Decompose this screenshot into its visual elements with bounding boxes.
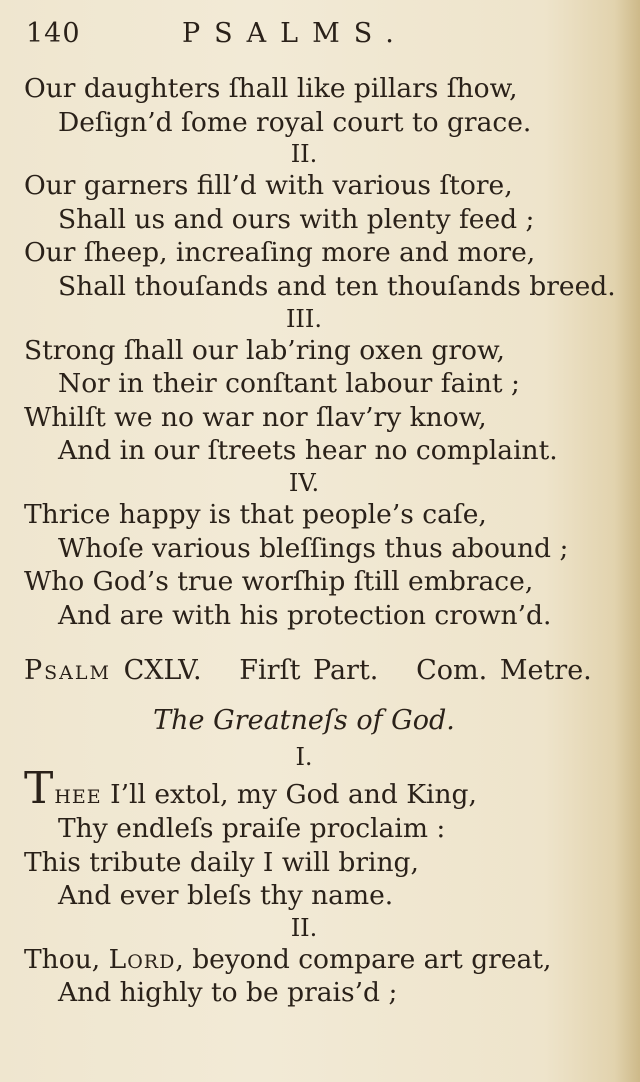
verse-line: Shall us and ours with plenty feed ; [58,203,535,235]
verse-line: And in our ſtreets hear no complaint. [58,435,558,467]
stanza-number: II. [290,913,318,942]
verse-line: And ever bleſs thy name. [58,880,394,912]
page-header [26,14,626,54]
verse-line: And are with his protection crown’d. [58,599,552,631]
psalm145-stanza-1 [24,742,614,912]
psalm-part: Firſt Part. [239,655,379,687]
verse-line: Our ſheep, increaſing more and more, [24,237,536,269]
verse-line: Whilſt we no war nor ſlav’ry know, [24,401,487,433]
verse-line: Shall thouſands and ten thouſands breed. [58,270,616,302]
verse-line: Thrice happy is that people’s caſe, [24,498,487,530]
verse-line-first [24,763,614,815]
stanza-number: IV. [288,468,320,497]
verse-line: Our garners fill’d with various ſtore, [24,170,513,202]
verse-line: Nor in their conſtant labour faint ; [58,368,520,400]
verse-line: Deſign’d ſome royal court to grace. [58,106,532,138]
psalm-number: CXLV. [123,655,202,687]
verse-line-first [24,943,614,977]
verse-line: Thy endleſs praiſe proclaim : [58,812,446,844]
verse-line: And highly to be prais’d ; [58,977,398,1009]
psalm-word: Psalm [24,655,111,687]
verse-line: Strong ſhall our lab’ring oxen grow, [24,334,505,366]
stanza-number: II. [290,140,318,169]
psalm-subtitle: The Greatneſs of God. [153,705,455,737]
stanza-2 [24,139,614,303]
psalm-heading [24,654,614,688]
verse-line: Whoſe various bleſſings thus abound ; [58,532,569,564]
first-line-rest: I’ll extol, my God and King, [101,779,477,811]
stanza-continued [24,72,614,139]
stanza-number: III. [285,304,323,333]
verse-line: Our daughters ſhall like pillars ſhow, [24,73,518,104]
line-start: Thou, [24,943,109,975]
drop-cap: T [24,763,55,815]
running-head: PSALMS. [182,18,408,49]
page-number: 140 [26,18,81,49]
lord-small-caps: Lord [108,943,176,975]
stanza-4 [24,468,614,632]
line-end: , beyond compare art great, [175,943,552,975]
verse-line: Who God’s true worſhip ſtill embrace, [24,566,534,598]
psalm-metre: Com. Metre. [416,655,592,687]
page-content [24,72,614,1010]
verse-line: This tribute daily I will bring, [24,846,419,878]
stanza-3 [24,304,614,468]
psalm145-stanza-2 [24,913,614,1010]
first-word-caps: hee [54,779,102,811]
stanza-number: I. [295,743,313,772]
